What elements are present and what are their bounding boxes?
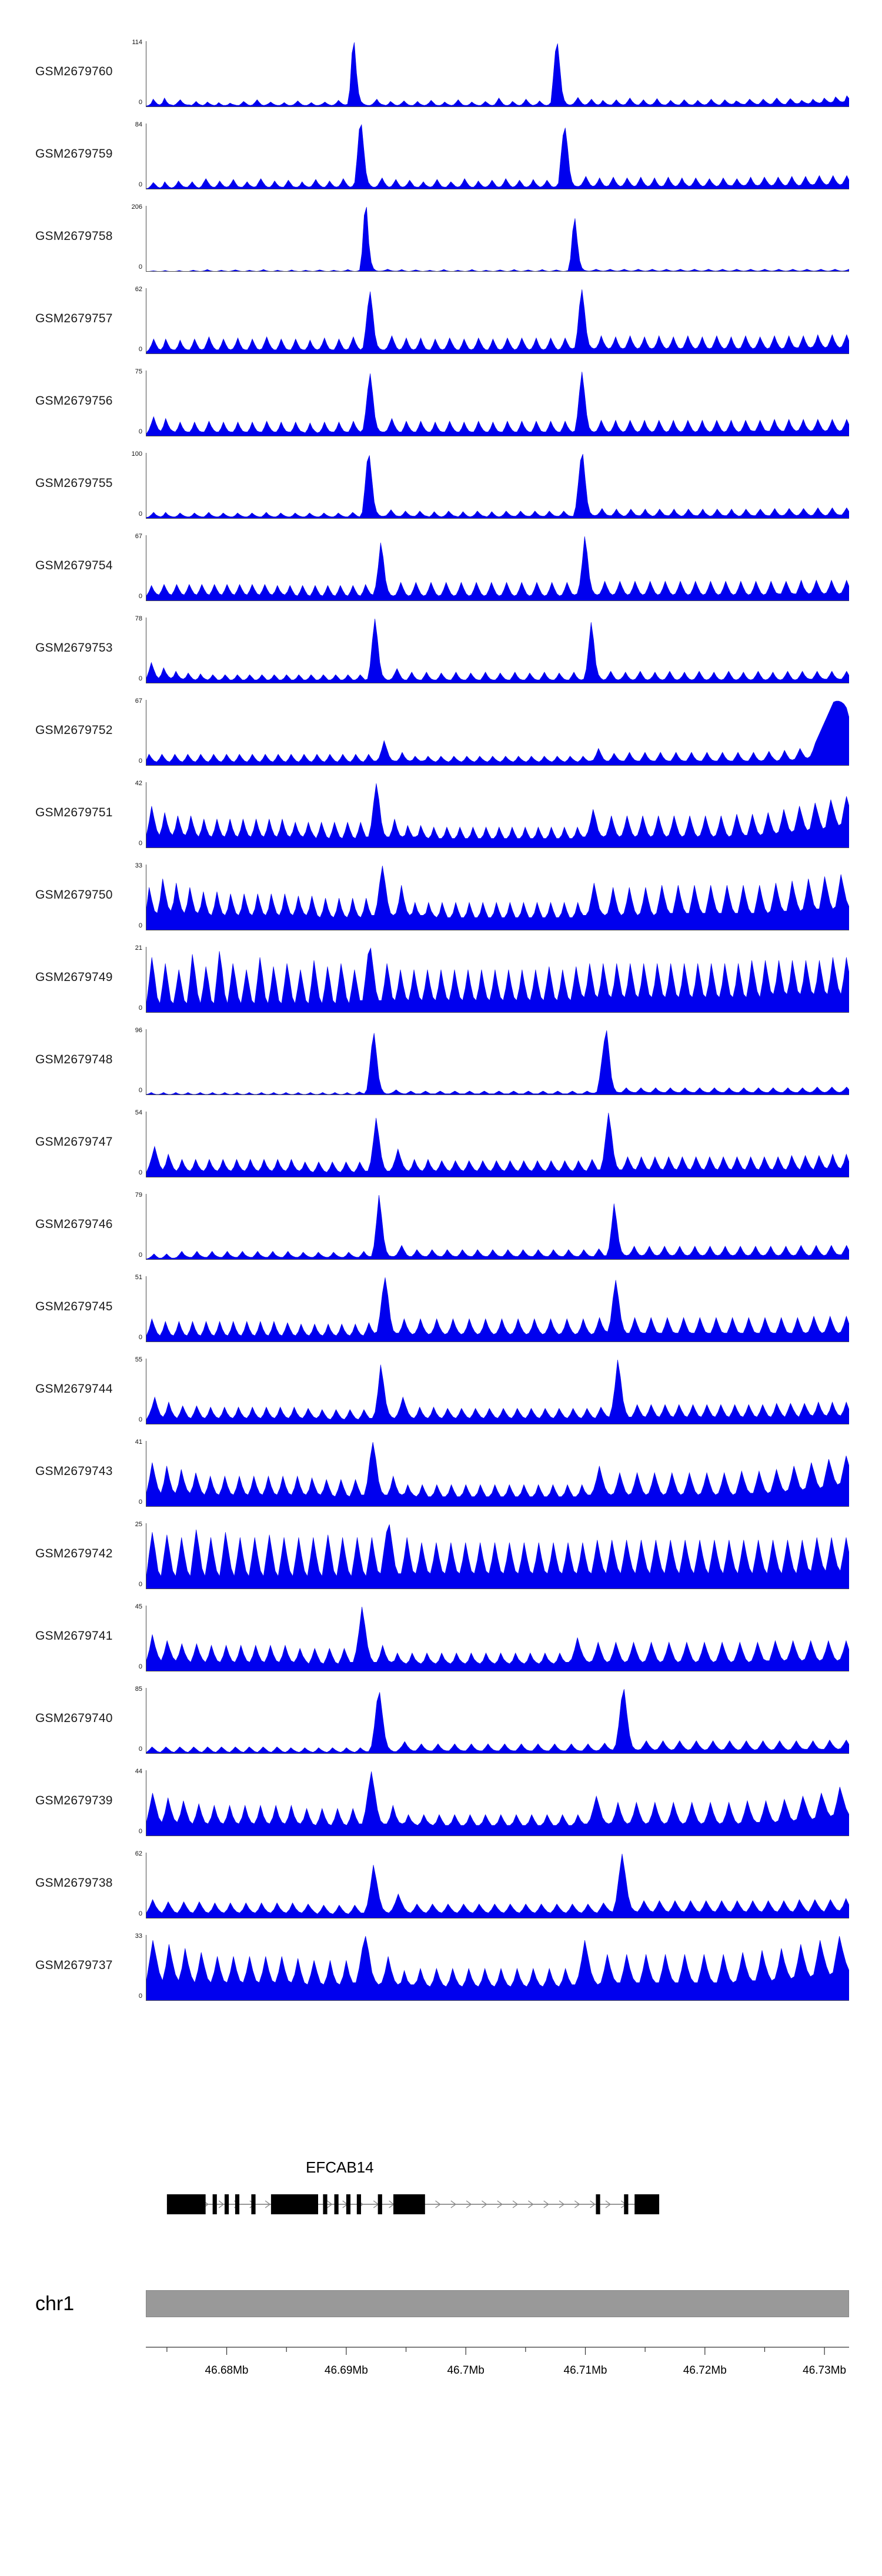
axis-tick-label: 46.72Mb — [683, 2364, 727, 2377]
track-sample-label: GSM2679743 — [35, 1464, 113, 1478]
coverage-track — [0, 776, 882, 859]
coverage-area-path — [146, 453, 849, 519]
track-sample-label: GSM2679746 — [35, 1217, 113, 1231]
coverage-track — [0, 282, 882, 365]
gene-name-label: EFCAB14 — [306, 2158, 374, 2176]
track-axis-max-label: 75 — [135, 368, 142, 375]
coverage-area-path — [146, 288, 849, 354]
axis-tick-label: 46.7Mb — [447, 2364, 485, 2377]
coverage-area-path — [146, 618, 849, 683]
coverage-tracks — [0, 35, 882, 2011]
track-plot-area — [146, 41, 849, 107]
track-axis-max-label: 45 — [135, 1603, 142, 1610]
coverage-track — [0, 941, 882, 1023]
track-axis-max-label: 84 — [135, 121, 142, 128]
track-axis-min-label: 0 — [138, 758, 142, 765]
track-baseline — [146, 106, 849, 107]
coverage-area-path — [146, 371, 849, 436]
track-plot-area — [146, 782, 849, 848]
coverage-track — [0, 35, 882, 118]
track-axis-max-label: 79 — [135, 1192, 142, 1199]
coverage-area-path — [146, 782, 849, 848]
gene-exon — [235, 2194, 239, 2214]
track-plot-area — [146, 1688, 849, 1754]
genomic-axis — [0, 2347, 882, 2417]
track-plot-area — [146, 288, 849, 354]
gene-exon — [378, 2194, 382, 2214]
track-axis-max-label: 44 — [135, 1768, 142, 1775]
track-axis-min-label: 0 — [138, 1252, 142, 1259]
chromosome-ideogram-bar — [146, 2290, 849, 2317]
track-axis-min-label: 0 — [138, 1828, 142, 1835]
track-sample-label: GSM2679748 — [35, 1053, 113, 1066]
coverage-track — [0, 1023, 882, 1106]
track-baseline — [146, 847, 849, 848]
gene-exon — [357, 2194, 361, 2214]
track-sample-label: GSM2679756 — [35, 394, 113, 408]
gene-exon — [225, 2194, 229, 2214]
track-axis-min-label: 0 — [138, 840, 142, 847]
coverage-area-path — [146, 1112, 849, 1177]
track-plot-area — [146, 1276, 849, 1342]
track-baseline — [146, 2000, 849, 2001]
gene-exon — [213, 2194, 217, 2214]
track-axis-min-label: 0 — [138, 1499, 142, 1506]
track-plot-area — [146, 1359, 849, 1424]
coverage-track — [0, 118, 882, 200]
track-axis-min-label: 0 — [138, 1005, 142, 1012]
coverage-track — [0, 1764, 882, 1847]
axis-tick-label: 46.71Mb — [563, 2364, 607, 2377]
track-axis-max-label: 67 — [135, 698, 142, 705]
track-baseline — [146, 1753, 849, 1754]
coverage-area-path — [146, 1029, 849, 1095]
coverage-track — [0, 1847, 882, 1929]
track-axis-min-label: 0 — [138, 1581, 142, 1588]
track-axis-min-label: 0 — [138, 922, 142, 929]
track-baseline — [146, 1506, 849, 1507]
coverage-track — [0, 612, 882, 694]
track-axis-min-label: 0 — [138, 181, 142, 188]
track-sample-label: GSM2679755 — [35, 476, 113, 490]
track-axis-max-label: 114 — [132, 39, 142, 46]
track-plot-area — [146, 206, 849, 272]
coverage-track — [0, 1929, 882, 2011]
track-axis-min-label: 0 — [138, 1663, 142, 1670]
gene-exon — [323, 2194, 327, 2214]
track-axis-min-label: 0 — [138, 675, 142, 682]
track-plot-area — [146, 1194, 849, 1260]
track-axis-min-label: 0 — [138, 1416, 142, 1423]
track-axis-min-label: 0 — [138, 263, 142, 271]
gene-exon — [624, 2194, 628, 2214]
track-sample-label: GSM2679744 — [35, 1382, 113, 1396]
coverage-track — [0, 1353, 882, 1435]
coverage-track — [0, 1106, 882, 1188]
track-axis-max-label: 33 — [135, 862, 142, 869]
coverage-track — [0, 1270, 882, 1353]
coverage-track — [0, 447, 882, 529]
track-sample-label: GSM2679739 — [35, 1794, 113, 1807]
track-axis-min-label: 0 — [138, 1087, 142, 1094]
coverage-area-path — [146, 865, 849, 930]
coverage-area-path — [146, 1770, 849, 1836]
gene-model-svg — [146, 2181, 849, 2234]
axis-tick-labels — [146, 2364, 849, 2388]
track-plot-area — [146, 1523, 849, 1589]
coverage-track — [0, 694, 882, 776]
track-sample-label: GSM2679749 — [35, 970, 113, 984]
track-sample-label: GSM2679757 — [35, 312, 113, 325]
track-sample-label: GSM2679741 — [35, 1629, 113, 1643]
coverage-area-path — [146, 1359, 849, 1424]
track-plot-area — [146, 535, 849, 601]
track-sample-label: GSM2679758 — [35, 229, 113, 243]
coverage-area-path — [146, 1523, 849, 1589]
track-sample-label: GSM2679754 — [35, 559, 113, 572]
track-plot-area — [146, 453, 849, 519]
track-axis-min-label: 0 — [138, 1910, 142, 1917]
track-axis-min-label: 0 — [138, 1746, 142, 1753]
track-sample-label: GSM2679760 — [35, 65, 113, 78]
track-sample-label: GSM2679750 — [35, 888, 113, 902]
track-axis-max-label: 41 — [135, 1439, 142, 1446]
track-axis-max-label: 42 — [135, 780, 142, 787]
gene-exon — [346, 2194, 350, 2214]
gene-exon — [393, 2194, 425, 2214]
axis-tick-label: 46.73Mb — [803, 2364, 847, 2377]
track-axis-max-label: 33 — [135, 1933, 142, 1940]
track-plot-area — [146, 1606, 849, 1671]
track-axis-max-label: 96 — [135, 1027, 142, 1034]
track-axis-max-label: 100 — [131, 451, 142, 458]
track-plot-area — [146, 371, 849, 436]
coverage-area-path — [146, 947, 849, 1013]
track-plot-area — [146, 1112, 849, 1177]
track-baseline — [146, 271, 849, 272]
track-axis-min-label: 0 — [138, 428, 142, 435]
coverage-area-path — [146, 1688, 849, 1754]
track-axis-min-label: 0 — [138, 1334, 142, 1341]
coverage-track — [0, 365, 882, 447]
gene-exon — [634, 2194, 659, 2214]
track-plot-area — [146, 947, 849, 1013]
axis-ticks-svg — [146, 2347, 849, 2364]
track-plot-area — [146, 1770, 849, 1836]
track-axis-min-label: 0 — [138, 593, 142, 600]
track-sample-label: GSM2679745 — [35, 1300, 113, 1313]
track-sample-label: GSM2679759 — [35, 147, 113, 161]
track-baseline — [146, 518, 849, 519]
coverage-track — [0, 1600, 882, 1682]
coverage-area-path — [146, 41, 849, 107]
track-plot-area — [146, 1441, 849, 1507]
coverage-area-path — [146, 206, 849, 272]
track-baseline — [146, 1259, 849, 1260]
track-sample-label: GSM2679742 — [35, 1547, 113, 1560]
track-plot-area — [146, 1853, 849, 1918]
coverage-area-path — [146, 535, 849, 601]
chromosome-label: chr1 — [35, 2293, 75, 2315]
gene-exon — [596, 2194, 600, 2214]
coverage-area-path — [146, 1276, 849, 1342]
gene-exon — [271, 2194, 318, 2214]
track-axis-max-label: 54 — [135, 1109, 142, 1116]
track-axis-max-label: 62 — [135, 286, 142, 293]
track-axis-min-label: 0 — [138, 1993, 142, 2000]
track-axis-max-label: 206 — [131, 203, 142, 211]
axis-tick-label: 46.69Mb — [324, 2364, 368, 2377]
track-axis-max-label: 25 — [135, 1521, 142, 1528]
coverage-area-path — [146, 1194, 849, 1260]
track-plot-area — [146, 1935, 849, 2001]
gene-exon — [335, 2194, 339, 2214]
track-baseline — [146, 1012, 849, 1013]
track-axis-min-label: 0 — [138, 510, 142, 518]
coverage-track — [0, 1517, 882, 1600]
track-plot-area — [146, 865, 849, 930]
track-axis-max-label: 67 — [135, 533, 142, 540]
track-axis-min-label: 0 — [138, 1169, 142, 1176]
track-sample-label: GSM2679737 — [35, 1958, 113, 1972]
track-plot-area — [146, 124, 849, 189]
coverage-track — [0, 1435, 882, 1517]
track-axis-max-label: 78 — [135, 615, 142, 622]
track-plot-area — [146, 700, 849, 766]
track-sample-label: GSM2679752 — [35, 723, 113, 737]
track-sample-label: GSM2679751 — [35, 806, 113, 819]
track-axis-max-label: 51 — [135, 1274, 142, 1281]
track-baseline — [146, 353, 849, 354]
coverage-area-path — [146, 1853, 849, 1918]
track-sample-label: GSM2679738 — [35, 1876, 113, 1890]
track-axis-max-label: 21 — [135, 945, 142, 952]
gene-exon — [167, 2194, 206, 2214]
track-baseline — [146, 765, 849, 766]
track-plot-area — [146, 618, 849, 683]
coverage-area-path — [146, 1935, 849, 2001]
gene-exon — [251, 2194, 255, 2214]
coverage-area-path — [146, 700, 849, 766]
coverage-track — [0, 529, 882, 612]
track-axis-max-label: 55 — [135, 1356, 142, 1363]
track-plot-area — [146, 1029, 849, 1095]
track-baseline — [146, 600, 849, 601]
track-axis-max-label: 85 — [135, 1686, 142, 1693]
coverage-track — [0, 1188, 882, 1270]
coverage-area-path — [146, 1606, 849, 1671]
axis-tick-label: 46.68Mb — [205, 2364, 249, 2377]
track-axis-min-label: 0 — [138, 346, 142, 353]
track-sample-label: GSM2679747 — [35, 1135, 113, 1149]
coverage-track — [0, 1682, 882, 1764]
track-axis-max-label: 62 — [135, 1850, 142, 1857]
coverage-area-path — [146, 1441, 849, 1507]
track-axis-min-label: 0 — [138, 99, 142, 106]
gene-annotation-panel — [0, 2153, 882, 2258]
coverage-track — [0, 200, 882, 282]
coverage-area-path — [146, 124, 849, 189]
coverage-track — [0, 859, 882, 941]
track-sample-label: GSM2679753 — [35, 641, 113, 655]
track-sample-label: GSM2679740 — [35, 1711, 113, 1725]
